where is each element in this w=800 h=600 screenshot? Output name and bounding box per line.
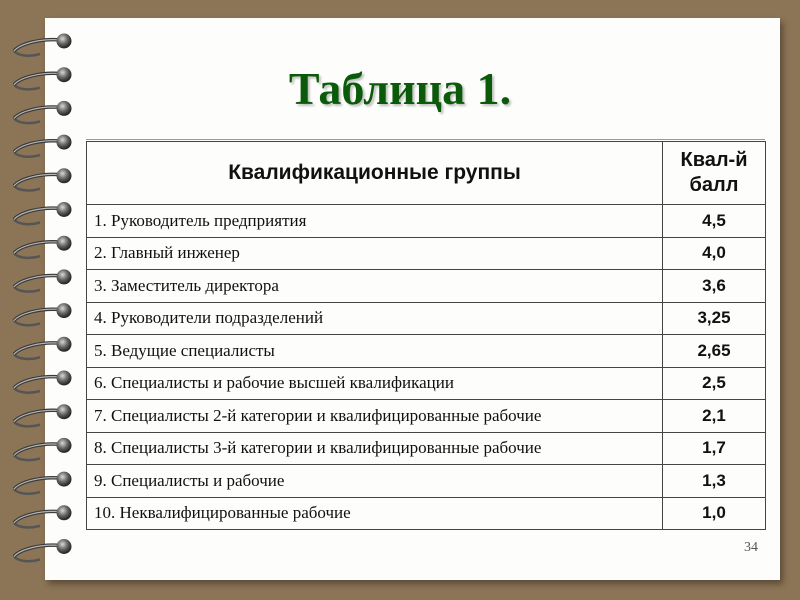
row-score: 2,1 <box>663 400 766 433</box>
row-score: 4,0 <box>663 237 766 270</box>
spiral-ring <box>14 337 72 359</box>
spiral-ring <box>14 371 72 393</box>
table-header-row <box>87 142 766 205</box>
table-row <box>87 497 766 530</box>
row-group: 5. Ведущие специалисты <box>87 335 663 368</box>
table-row <box>87 400 766 433</box>
row-score: 1,7 <box>663 432 766 465</box>
row-group: 8. Специалисты 3-й категории и квалифицированные рабочие <box>87 432 663 465</box>
spiral-ring <box>14 505 72 527</box>
row-group: 2. Главный инженер <box>87 237 663 270</box>
row-score: 3,6 <box>663 270 766 303</box>
table-row <box>87 270 766 303</box>
row-group: 9. Специалисты и рабочие <box>87 465 663 498</box>
row-score: 1,0 <box>663 497 766 530</box>
table-row <box>87 205 766 238</box>
spiral-ring <box>14 438 72 460</box>
spiral-ring <box>14 303 72 325</box>
table-row <box>87 237 766 270</box>
page-title: Таблица 1. <box>288 63 512 114</box>
spiral-ring <box>14 202 72 224</box>
spiral-ring <box>14 34 72 56</box>
row-group: 10. Неквалифицированные рабочие <box>87 497 663 530</box>
spiral-ring <box>14 539 72 561</box>
table-top-rule <box>86 139 765 140</box>
page-number: 34 <box>744 540 758 555</box>
row-group: 3. Заместитель директора <box>87 270 663 303</box>
header-score: Квал-й балл <box>663 142 766 205</box>
row-group: 6. Специалисты и рабочие высшей квалификации <box>87 367 663 400</box>
row-score: 1,3 <box>663 465 766 498</box>
row-score: 2,65 <box>663 335 766 368</box>
table-row <box>87 465 766 498</box>
row-group: 4. Руководители подразделений <box>87 302 663 335</box>
spiral-ring <box>14 269 72 291</box>
row-score: 3,25 <box>663 302 766 335</box>
spiral-ring <box>14 236 72 258</box>
row-group: 7. Специалисты 2-й категории и квалифицированные рабочие <box>87 400 663 433</box>
spiral-ring <box>14 472 72 494</box>
spiral-ring <box>14 135 72 157</box>
qualification-table <box>86 141 766 530</box>
spiral-ring <box>14 404 72 426</box>
table-row <box>87 367 766 400</box>
spiral-ring <box>14 168 72 190</box>
row-group: 1. Руководитель предприятия <box>87 205 663 238</box>
table-row <box>87 335 766 368</box>
table-row <box>87 302 766 335</box>
table-row <box>87 432 766 465</box>
row-score: 2,5 <box>663 367 766 400</box>
row-score: 4,5 <box>663 205 766 238</box>
header-group: Квалификационные группы <box>87 142 663 205</box>
